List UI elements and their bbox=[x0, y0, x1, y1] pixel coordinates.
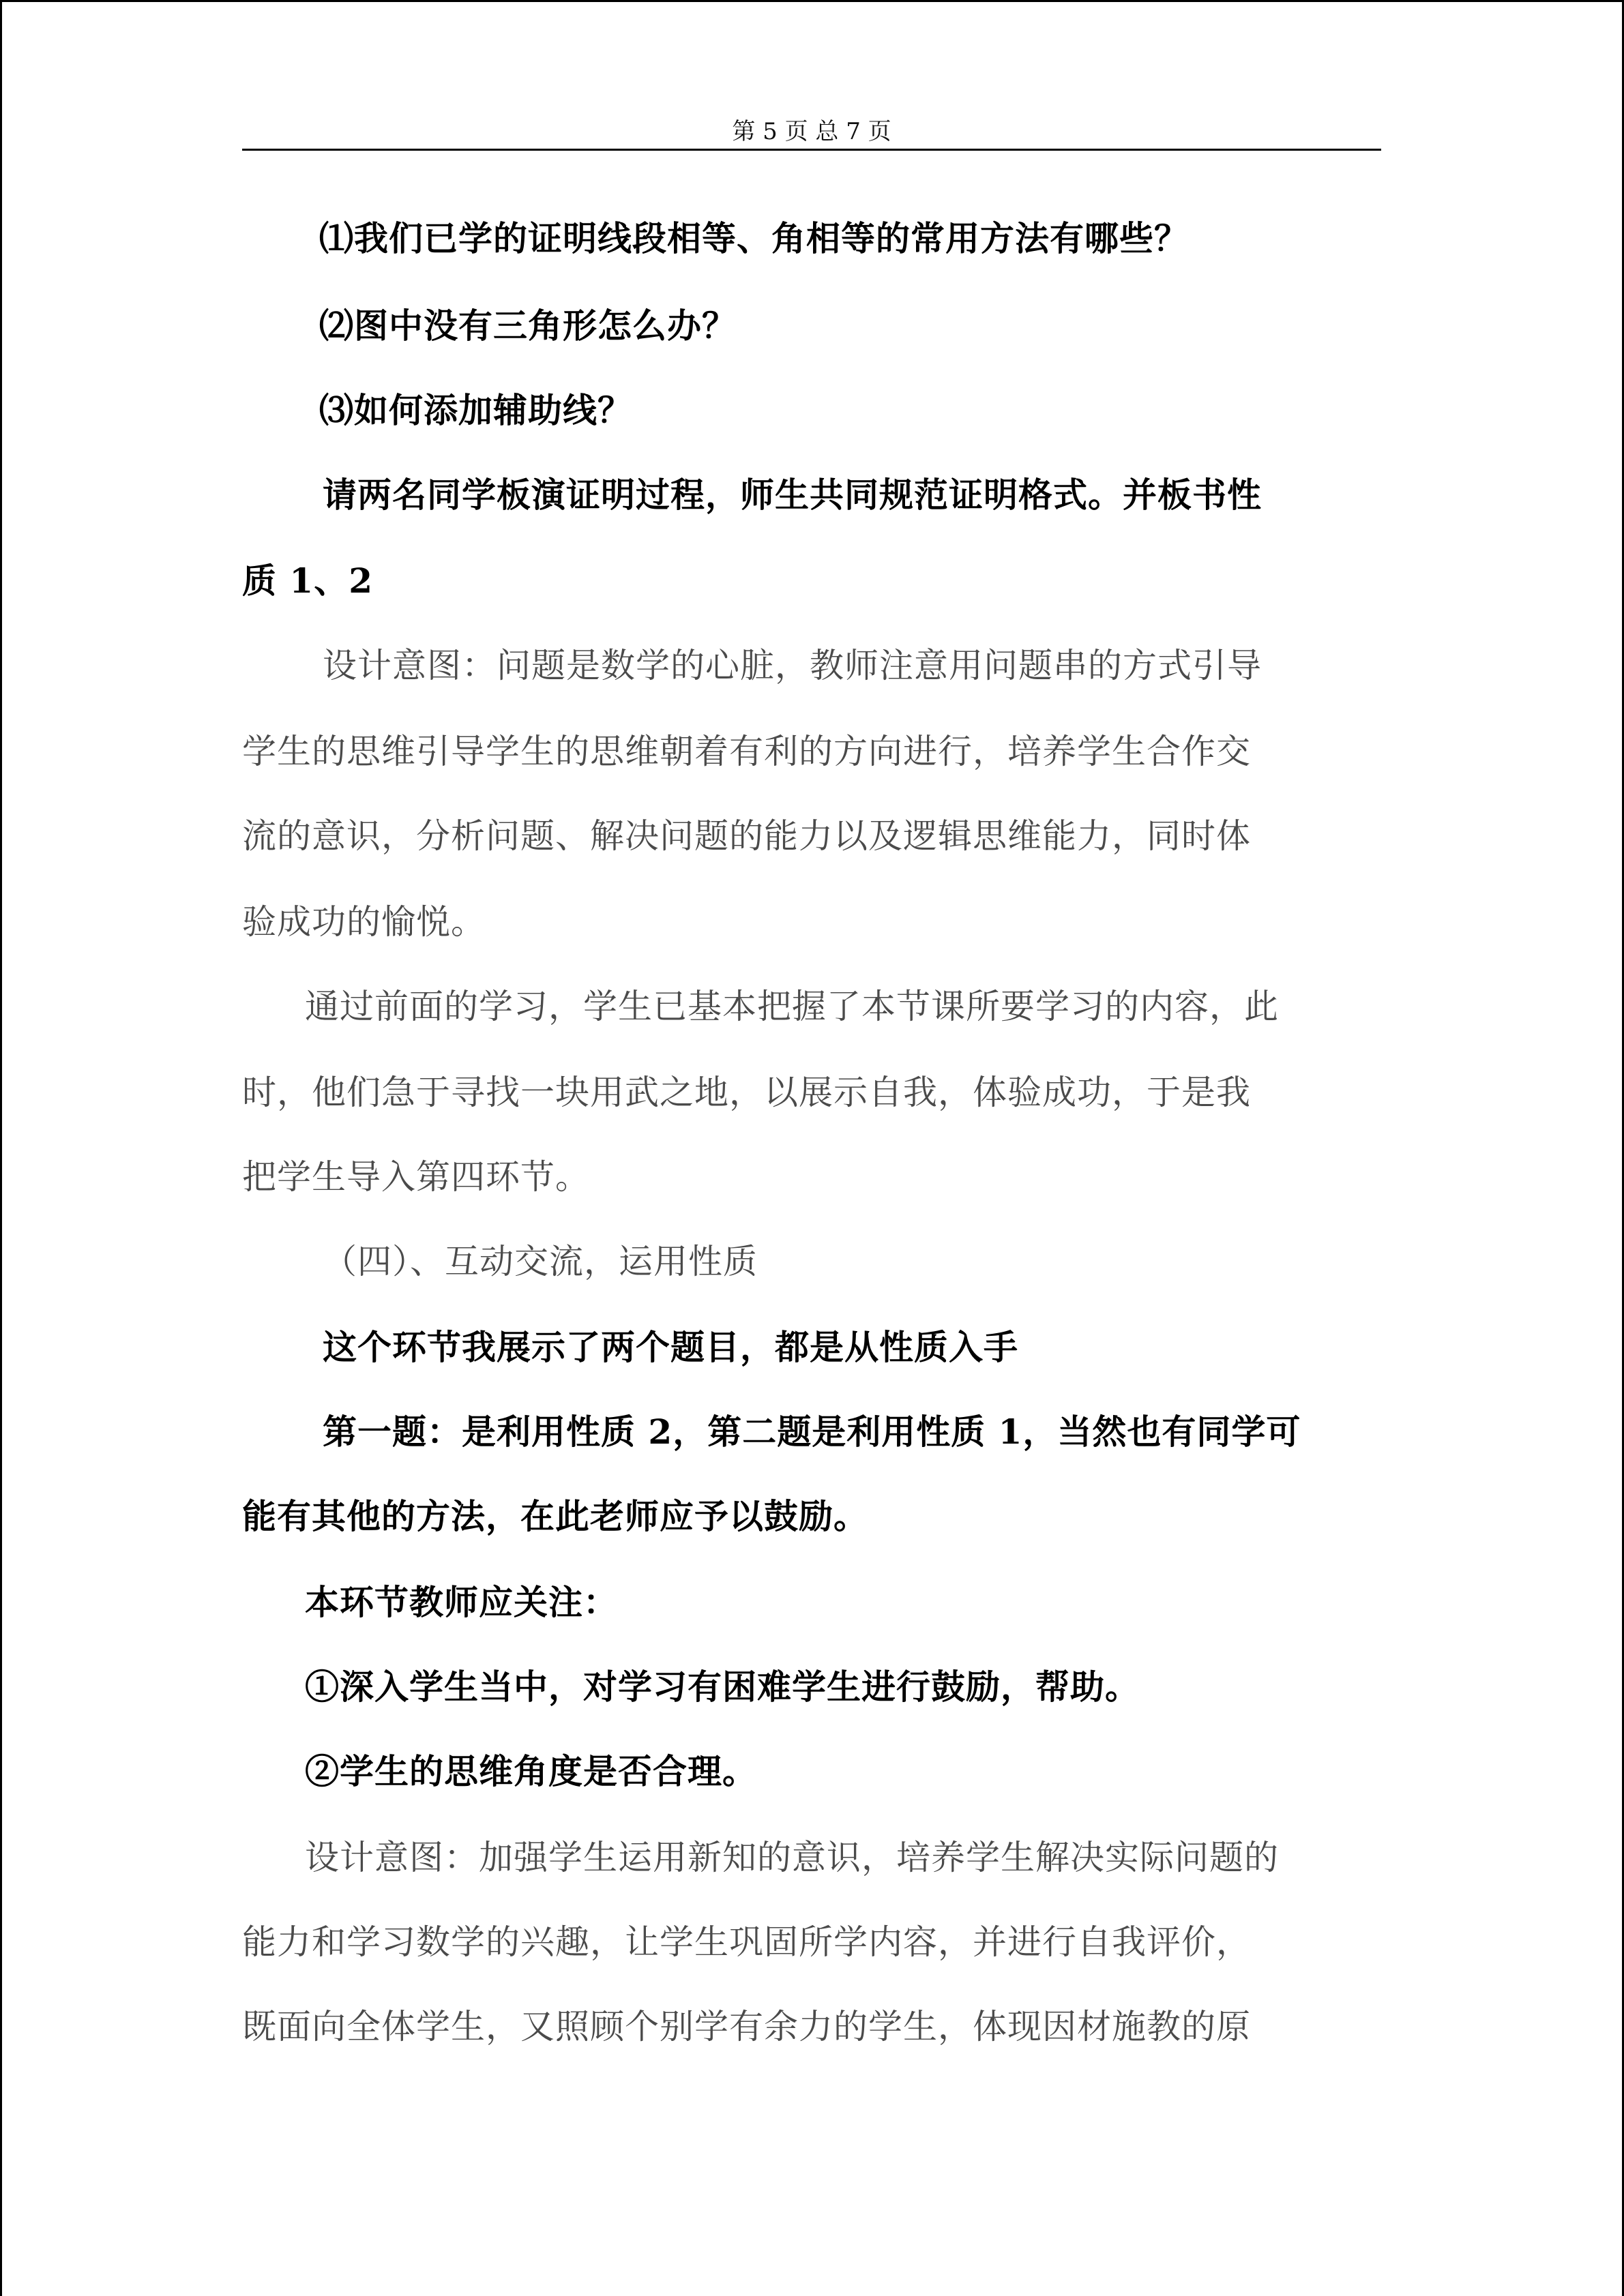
section-4-problems-line-2: 能有其他的方法，在此老师应予以鼓励。 bbox=[242, 1496, 868, 1536]
section-4-heading: （四）、互动交流，运用性质 bbox=[323, 1242, 758, 1281]
design-intent-1-line-3: 流的意识，分析问题、解决问题的能力以及逻辑思维能力，同时体 bbox=[242, 816, 1251, 856]
design-intent-1-line-1: 设计意图：问题是数学的心脏，教师注意用问题串的方式引导 bbox=[323, 646, 1262, 685]
design-intent-2-line-1: 设计意图：加强学生运用新知的意识，培养学生解决实际问题的 bbox=[305, 1838, 1279, 1877]
header-divider bbox=[242, 149, 1381, 151]
teacher-focus-item-1: ①深入学生当中，对学习有困难学生进行鼓励，帮助。 bbox=[305, 1667, 1140, 1707]
teacher-focus-item-2: ②学生的思维角度是否合理。 bbox=[305, 1751, 757, 1791]
question-2: ⑵图中没有三角形怎么办？ bbox=[319, 305, 737, 346]
design-intent-1-line-4: 验成功的愉悦。 bbox=[242, 902, 486, 942]
question-1: ⑴我们已学的证明线段相等、角相等的常用方法有哪些？ bbox=[319, 218, 1189, 258]
design-intent-2-line-3: 既面向全体学生，又照顾个别学有余力的学生，体现因材施教的原 bbox=[242, 2007, 1251, 2046]
transition-line-3: 把学生导入第四环节。 bbox=[242, 1157, 590, 1197]
question-3: ⑶如何添加辅助线？ bbox=[319, 390, 632, 430]
section-4-intro: 这个环节我展示了两个题目，都是从性质入手 bbox=[323, 1327, 1018, 1367]
transition-line-2: 时，他们急于寻找一块用武之地，以展示自我，体验成功，于是我 bbox=[242, 1073, 1251, 1112]
page-header: 第 5 页 总 7 页 bbox=[732, 118, 891, 145]
board-demo-line-1: 请两名同学板演证明过程，师生共同规范证明格式。并板书性 bbox=[323, 475, 1262, 515]
design-intent-1-line-2: 学生的思维引导学生的思维朝着有利的方向进行，培养学生合作交 bbox=[242, 732, 1251, 771]
section-4-problems-line-1: 第一题：是利用性质 2，第二题是利用性质 1，当然也有同学可 bbox=[323, 1412, 1301, 1452]
design-intent-2-line-2: 能力和学习数学的兴趣，让学生巩固所学内容，并进行自我评价， bbox=[242, 1922, 1251, 1962]
board-demo-line-2: 质 1、2 bbox=[242, 561, 373, 601]
transition-line-1: 通过前面的学习，学生已基本把握了本节课所要学习的内容，此 bbox=[305, 987, 1279, 1026]
teacher-focus-title: 本环节教师应关注： bbox=[305, 1582, 618, 1622]
